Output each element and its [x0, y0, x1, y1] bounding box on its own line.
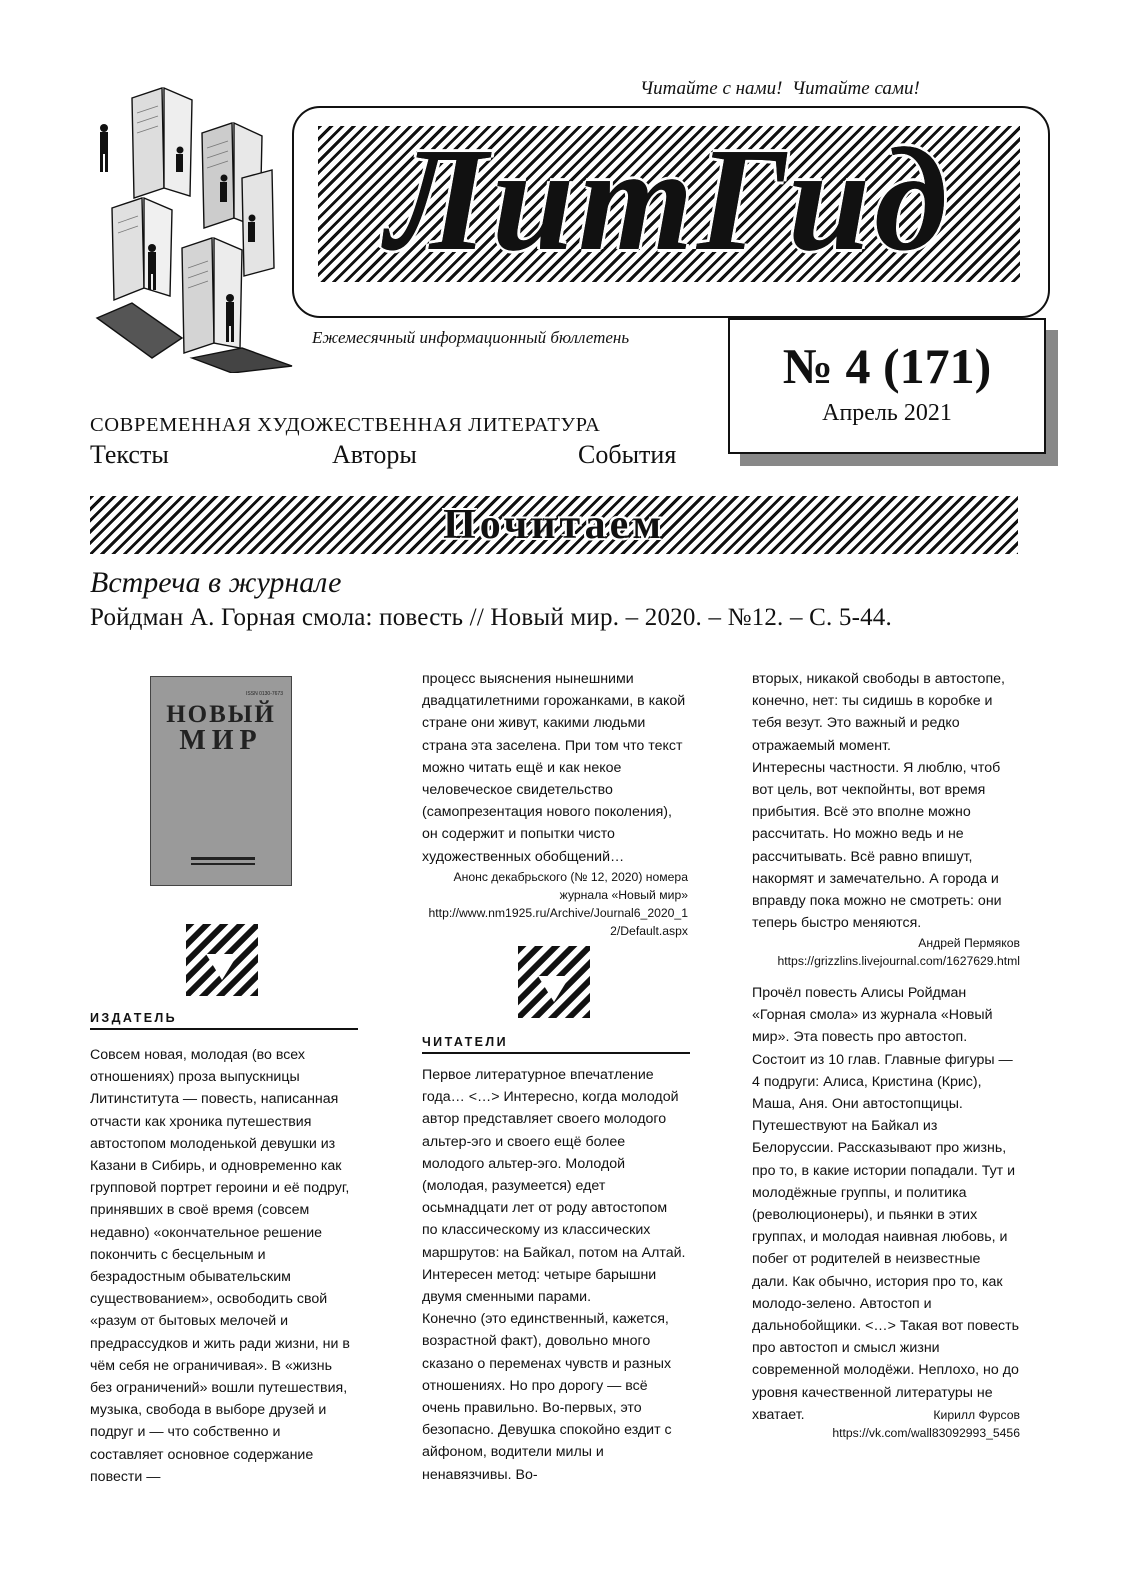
readers-rule	[422, 1052, 690, 1054]
nav-events[interactable]: События	[578, 440, 677, 469]
signature-1	[740, 934, 1020, 970]
hatched-down-triangle-icon	[186, 924, 258, 996]
publisher-paragraph: Совсем новая, молодая (во всех отношениях) проза выпускницы Литинститута — повесть, написанная отчасти как хроника путешествия автостопом молоденькой девушки из Казани в Сибирь, и одновременно как групповой портрет героини и её подруг, принявших в своё время (совсем недавно) «окончательное решение покончить с бесцельным и безрадостным обывательским существованием», освободить свой «разум от бытовых мелочей и предрассудков и жить ради жизни, ни в чём себя не ограничивая». В «жизнь без ограничений» вошли путешествия, музыка, свобода в выборе друзей и подруг и — что собственно и составляет основное содержание повести —	[90, 1047, 350, 1485]
logo-text: ЛитГид	[386, 118, 952, 282]
article-citation: Ройдман А. Горная смола: повесть // Новый мир. – 2020. – №12. – С. 5-44.	[90, 604, 892, 631]
right-paragraph-3: Прочёл повесть Алисы Ройдман «Горная смола» из журнала «Новый мир». Эта повесть про автостоп. Состоит из 10 глав. Главные фигуры — 4 подруги: Алиса, Кристина (Крис), Маша, Аня. Они автостопщицы. Путешествуют на Байкал из Белоруссии. Рассказывают про жизнь, про то, в какие истории попадали. Тут и молодёжные группы, и политика (революционеры), и пьянки в этих группах, и молодая наивная любовь, и побег от родителей в неизвестные дали. Как обычно, история про то, как молодо-зелено. Автостоп и дальнобойщики. <…> Такая вот повесть про автостоп и смысл жизни современной молодёжи. Неплохо, но до уровня качественной литературы не хватает.	[752, 985, 1019, 1423]
source-url-1[interactable]: http://www.nm1925.ru/Archive/Journal6_2020_1	[428, 906, 688, 920]
issue-date: Апрель 2021	[822, 400, 952, 426]
middle-source	[410, 868, 688, 940]
right-review-text	[752, 982, 1020, 1426]
middle-paragraph: процесс выяснения нынешними двадцатилетними горожанками, в какой стране они живут, какими людьми страна эта заселена. При том что текст можно читать ещё и как некое человеческое свидетельство (самопрезентация нового поколения), он содержит и попытки чисто художественных обобщений…	[422, 671, 686, 865]
category-label: СОВРЕМЕННАЯ ХУДОЖЕСТВЕННАЯ ЛИТЕРАТУРА	[90, 414, 601, 436]
cover-title-2: МИР	[179, 725, 263, 756]
cover-rule-2	[191, 863, 255, 865]
source-line-1: Анонс декабрьского (№ 12, 2020) номера	[453, 870, 688, 884]
readers-text	[422, 1064, 686, 1486]
readers-heading: ЧИТАТЕЛИ	[422, 1035, 508, 1049]
article-kicker: Встреча в журнале	[90, 566, 342, 599]
middle-continued	[422, 668, 688, 868]
right-paragraph-1: вторых, никакой свободы в автостопе, конечно, нет: ты сидишь в коробке и тебя везут. Это важный и редко отражаемый момент.	[752, 671, 1005, 754]
cover-rule-1	[191, 857, 255, 860]
nav-texts[interactable]: Тексты	[90, 440, 169, 469]
signature-2-name: Кирилл Фурсов	[933, 1408, 1020, 1422]
signature-2-url[interactable]: https://vk.com/wall83092993_5456	[832, 1426, 1020, 1440]
tagline: Читайте с нами! Читайте сами!	[640, 78, 920, 99]
right-paragraph-2: Интересны частности. Я люблю, чтоб вот цель, вот чекпойнты, вот время прибытия. Всё это вполне можно рассчитать. Но можно ведь и не рассчитывать. Всё равно впишут, накормят и замечательно. А города и вправду пока можно не смотреть: они теперь быстро меняются.	[752, 759, 1002, 932]
journal-cover	[150, 676, 292, 886]
publisher-rule	[90, 1028, 358, 1030]
section-banner-title: Почитаем	[443, 502, 665, 548]
readers-paragraph-2: Конечно (это единственный, кажется, возрастной факт), довольно много сказано о переменах чувств и разных отношениях. Но про дорогу — всё очень правильно. Во-первых, это безопасно. Девушка спокойно ездит с айфоном, водители милы и ненавязчивы. Во-	[422, 1311, 672, 1483]
signature-2	[740, 1406, 1020, 1442]
books-people-illustration	[92, 78, 297, 373]
readers-paragraph-1: Первое литературное впечатление года… <…> Интересно, когда молодой автор представляет своего молодого альтер-эго и своего ещё более молодого альтер-эго. Молодой (молодая, разумеется) едет осьмнадцати лет от роду автостопом по классическому из классических маршрутов: на Байкал, потом на Алтай. Интересен метод: четыре барышни двумя сменными парами.	[422, 1067, 686, 1306]
right-top-text	[752, 668, 1018, 934]
signature-1-url[interactable]: https://grizzlins.livejournal.com/1627629.html	[777, 954, 1020, 968]
cover-title-1: НОВЫЙ	[166, 701, 276, 728]
source-line-2: журнала «Новый мир»	[559, 888, 688, 902]
nav-authors[interactable]: Авторы	[332, 440, 417, 469]
signature-1-name: Андрей Пермяков	[918, 936, 1020, 950]
cover-issn: ISSN 0130-7673	[246, 691, 283, 697]
source-url-2[interactable]: 2/Default.aspx	[610, 924, 688, 938]
publisher-text	[90, 1044, 352, 1488]
subtitle: Ежемесячный информационный бюллетень	[312, 328, 630, 347]
hatched-down-triangle-icon	[518, 946, 590, 1018]
publisher-heading: ИЗДАТЕЛЬ	[90, 1011, 178, 1025]
issue-number: № 4 (171)	[782, 338, 992, 394]
